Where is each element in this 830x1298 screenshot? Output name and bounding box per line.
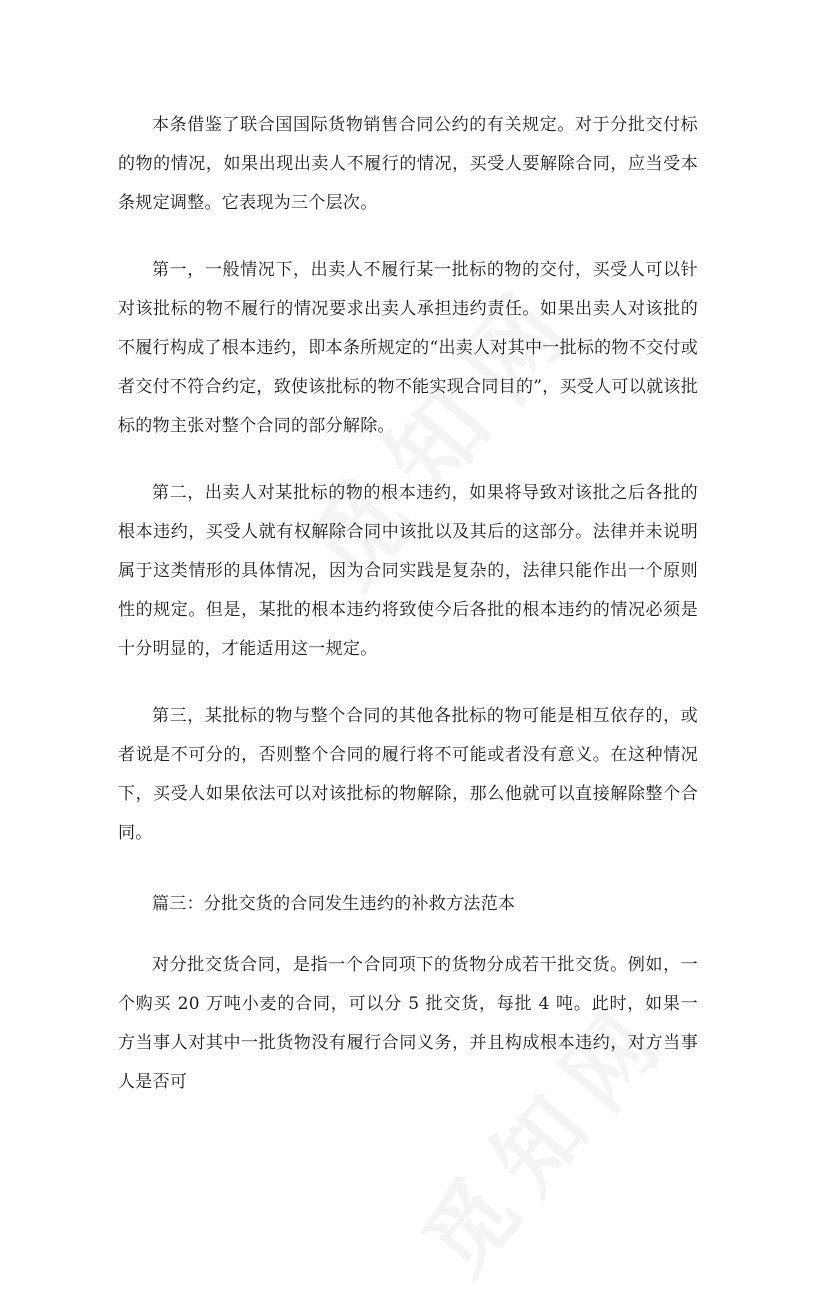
- paragraph-intro: 本条借鉴了联合国国际货物销售合同公约的有关规定。对于分批交付标的物的情况，如果出现出卖人不履行的情况，买受人要解除合同，应当受本条规定调整。它表现为三个层次。: [118, 115, 698, 213]
- paragraph-second-level: 第二，出卖人对某批标的物的根本违约，如果将导致对该批之后各批的根本违约，买受人就有权解除合同中该批以及其后的这部分。法律并未说明属于这类情形的具体情况，因为合同实践是复杂的，法律只能作出一个原则性的规定。但是，某批的根本违约将致使今后各批的根本违约的情况必须是十分明显的，才能适用这一规定。: [118, 483, 698, 659]
- section-heading: 篇三：分批交货的合同发生违约的补救方法范本: [152, 894, 516, 914]
- paragraph-third-level: 第三，某批标的物与整个合同的其他各批标的物可能是相互依存的，或者说是不可分的，否则整个合同的履行将不可能或者没有意义。在这种情况下，买受人如果依法可以对该批标的物解除，那么他就可以直接解除整个合同。: [118, 706, 698, 843]
- paragraph-installment-contract: 对分批交货合同，是指一个合同项下的货物分成若干批交货。例如，一个购买 20 万吨小麦的合同，可以分 5 批交货，每批 4 吨。此时，如果一方当事人对其中一批货物没有履行合同义务，并且构成根本违约，对方当事人是否可: [118, 955, 698, 1092]
- document-body: [118, 106, 698, 1102]
- paragraph-first-level: 第一，一般情况下，出卖人不履行某一批标的物的交付，买受人可以针对该批标的物不履行的情况要求出卖人承担违约责任。如果出卖人对该批的不履行构成了根本违约，即本条所规定的“出卖人对其中一批标的物不交付或者交付不符合约定，致使该批标的物不能实现合同目的”，买受人可以就该批标的物主张对整个合同的部分解除。: [118, 260, 698, 436]
